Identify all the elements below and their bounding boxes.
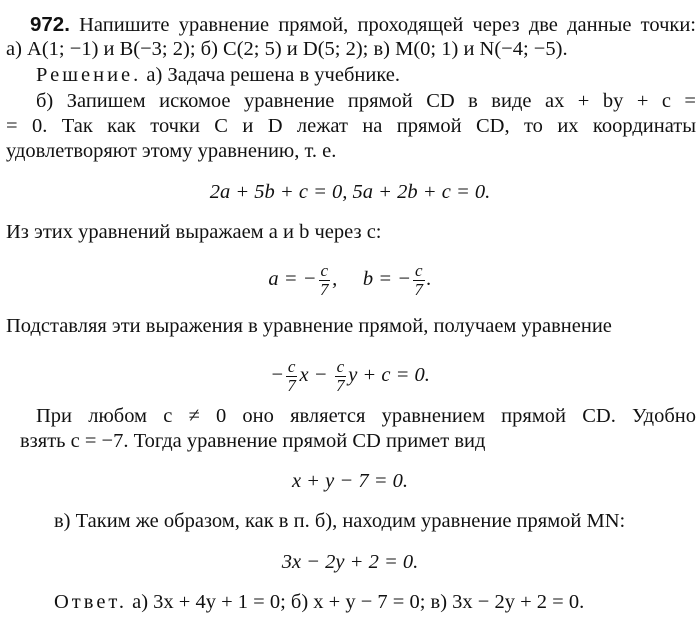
frac-num: c <box>414 261 423 280</box>
problem-line-1 <box>30 13 696 37</box>
part-b-line-1: б) Запишем искомое уравнение прямой CD в виде ax + by + c = <box>36 90 696 112</box>
eq-x-part: x − <box>299 364 328 387</box>
eq-sep: , <box>332 268 338 291</box>
frac-num: c <box>287 357 296 376</box>
answer <box>54 590 696 614</box>
part-v-text: в) Таким же образом, как в п. б), находим уравнение прямой MN: <box>54 510 626 532</box>
express-text: Из этих уравнений выражаем a и b через c: <box>6 221 382 243</box>
frac-den: 7 <box>287 376 296 395</box>
solution-heading: Решение. <box>36 64 142 86</box>
eq-a-lhs: a = − <box>268 268 317 291</box>
any-c-line-1: При любом c ≠ 0 оно является уравнением прямой CD. Удобно <box>36 405 696 427</box>
fraction-c-over-7 <box>413 262 425 299</box>
frac-den: 7 <box>320 280 329 299</box>
equation-mn: 3x − 2y + 2 = 0. <box>281 551 419 573</box>
eq-minus: − <box>270 364 284 387</box>
substitute-text: Подставляя эти выражения в уравнение прямой, получаем уравнение <box>6 315 612 337</box>
eq-end: . <box>426 268 432 291</box>
solution-part-a <box>36 63 696 87</box>
frac-den: 7 <box>414 280 423 299</box>
part-b-line-2: = 0. Так как точки C и D лежат на прямой CD, то их координаты <box>6 115 696 137</box>
equation-system: 2a + 5b + c = 0, 5a + 2b + c = 0. <box>209 181 491 203</box>
part-b-line-3: удовлетворяют этому уравнению, т. е. <box>6 140 337 162</box>
fraction-c-over-7 <box>286 358 298 395</box>
problem-line-2: а) A(1; −1) и B(−3; 2); б) C(2; 5) и D(5; 2); в) M(0; 1) и N(−4; −5). <box>6 38 568 60</box>
any-c-line-2: взять c = −7. Тогда уравнение прямой CD примет вид <box>20 430 486 452</box>
part-a-text: а) Задача решена в учебнике. <box>146 64 401 86</box>
problem-number: 972. <box>30 13 70 36</box>
frac-num: c <box>320 261 329 280</box>
answer-text: а) 3x + 4y + 1 = 0; б) x + y − 7 = 0; в) 3x − 2y + 2 = 0. <box>132 591 585 613</box>
equation-substituted <box>0 358 700 395</box>
equation-cd: x + y − 7 = 0. <box>291 470 409 492</box>
problem-text: Напишите уравнение прямой, проходящей через две данные точки: <box>79 14 697 36</box>
fraction-c-over-7 <box>319 262 331 299</box>
frac-num: c <box>336 357 345 376</box>
eq-b-lhs: b = − <box>362 268 411 291</box>
answer-heading: Ответ. <box>54 591 127 613</box>
fraction-c-over-7 <box>335 358 347 395</box>
frac-den: 7 <box>336 376 345 395</box>
equation-a-b <box>0 262 700 299</box>
eq-y-part: y + c = 0. <box>348 364 430 387</box>
